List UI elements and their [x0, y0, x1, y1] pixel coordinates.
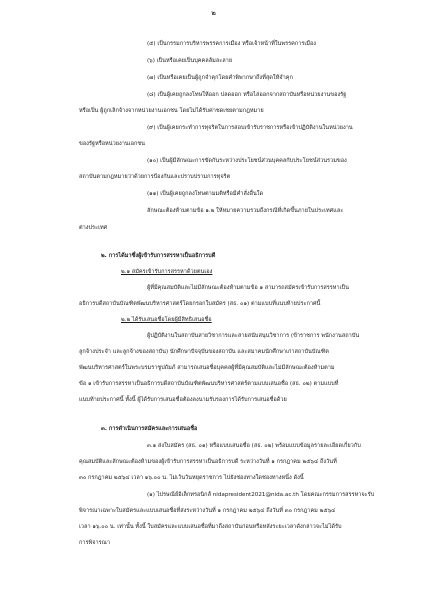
list-item: (๖) เป็นหรือเคยเป็นบุคคลล้มละลาย [147, 58, 233, 64]
subsection-heading: ๒.๒ ได้รับเสนอชื่อโดยผู้มีสิทธิเสนอชื่อ [121, 317, 212, 323]
subsection-heading: ๒.๑ สมัครเข้ารับการสรรหาด้วยตนเอง [121, 269, 213, 275]
list-item: (๘) เป็นผู้เคยถูกลงโทษให้ออก ปลดออก หรือไล่ออกจากสถาบันหรือหน่วยงานของรัฐ [147, 92, 347, 98]
paragraph-line: ๓.๑ ส่งใบสมัคร (สธ. ๐๑) หรือแบบเสนอชื่อ (สธ. ๐๒) พร้อมแบบข้อมูลรายละเอียดเกี่ยวกับ [147, 443, 361, 449]
paragraph-line: (๑) ไปรษณีย์อิเล็กทรอนิกส์ nidapresident2021@nida.ac.th โดยคณะกรรมการสรรหาจะรับ [147, 492, 375, 498]
paragraph-line: พัฒนบริหารศาสตร์ในพระบรมราชูปถัมภ์ สามารถเสนอชื่อบุคคลผู้ที่มีคุณสมบัติและไม่มีลักษณะต้องห้ามตาม [79, 365, 335, 371]
list-item: (๙) เป็นผู้เคยกระทำการทุจริตในการสอบเข้ารับราชการหรือเข้าปฏิบัติงานในหน่วยงาน [147, 125, 353, 131]
section-heading: ๓. การดำเนินการสมัครและการเสนอชื่อ [101, 426, 198, 432]
paragraph-line: การพิจารณา [79, 540, 110, 546]
list-item: (๗) เป็นหรือเคยเป็นผู้ถูกจำคุกโดยคำพิพากษาถึงที่สุดให้จำคุก [147, 75, 293, 81]
list-item: (๑๐) เป็นผู้มีลักษณะการขัดกันระหว่างประโยชน์ส่วนบุคคลกับประโยชน์ส่วนรวมของ [147, 158, 347, 164]
paragraph-line: เวลา ๑๖.๐๐ น. เท่านั้น ทั้งนี้ ใบสมัครและแบบเสนอชื่อที่มาถึงสถาบันก่อนหรือหลังระยะเวลาดังกล่าวจะไม่ได้รับ [79, 524, 342, 530]
paragraph-line: ต่างประเทศ [79, 225, 108, 231]
section-heading: ๒. การได้มาซึ่งผู้เข้ารับการสรรหาเป็นอธิการบดี [101, 253, 216, 259]
list-item: (๕) เป็นกรรมการบริหารพรรคการเมือง หรือเจ้าหน้าที่ในพรรคการเมือง [147, 41, 317, 47]
list-item: (๑๑) เป็นผู้เคยถูกลงโทษตามมติหรือมีคำสั่งอื่นใด [147, 191, 264, 197]
list-item-continuation: ของรัฐหรือหน่วยงานเอกชน [79, 141, 145, 147]
paragraph-line: ลักษณะต้องห้ามตามข้อ ๑.๒ ให้หมายความรวมถึงกรณีที่เกิดขึ้นภายในประเทศและ [147, 208, 344, 214]
paragraph-line: คุณสมบัติและลักษณะต้องห้ามของผู้เข้ารับการสรรหาเป็นอธิการบดี ระหว่างวันที่ ๑ กรกฎาคม ๒๕๖๔ ถึงวันที่ [79, 459, 337, 465]
paragraph-line: ๓๐ กรกฎาคม ๒๕๖๔ เวลา ๑๖.๐๐ น. ไม่เว้นวันหยุดราชการ ไปยังช่องทางใดช่องทางหนึ่ง ดังนี้ [79, 475, 304, 481]
paragraph-line: พิจารณาเฉพาะใบสมัครและแบบเสนอชื่อที่ส่งระหว่างวันที่ ๑ กรกฎาคม ๒๕๖๔ ถึงวันที่ ๓๐ กรกฎาคม ๒๕๖๔ [79, 508, 336, 514]
paragraph-line: อธิการบดีสถาบันบัณฑิตพัฒนบริหารศาสตร์โดยกรอกใบสมัคร (สธ. ๐๑) ตามแบบที่แนบท้ายประกาศนี้ [79, 301, 321, 307]
list-item-continuation: สถาบันตามกฎหมายว่าด้วยการป้องกันและปราบปรามการทุจริต [79, 174, 231, 180]
paragraph-line: ผู้ที่มีคุณสมบัติและไม่มีลักษณะต้องห้ามตามข้อ ๑ สามารถสมัครเข้ารับการสรรหาเป็น [147, 285, 349, 291]
list-item-continuation: หรือเป็น ผู้ถูกเลิกจ้างจากหน่วยงานเอกชน โดยไม่ได้รับค่าชดเชยตามกฎหมาย [79, 108, 264, 114]
paragraph-line: ผู้ปฏิบัติงานในสถาบันสายวิชาการและสายสนับสนุนวิชาการ (ข้าราชการ พนักงานสถาบัน [147, 333, 360, 339]
page-number: ๒ [211, 9, 216, 17]
paragraph-line: ลูกจ้างประจำ และลูกจ้างของสถาบัน) นักศึกษาปัจจุบันของสถาบัน และสมาคมนักศึกษาเก่าสถาบันบัณฑิต [79, 349, 329, 355]
paragraph-line: ข้อ ๑ เข้ารับการสรรหาเป็นอธิการบดีสถาบันบัณฑิตพัฒนบริหารศาสตร์ตามแบบเสนอชื่อ (สธ. ๐๒) ตามแบบที่ [79, 381, 339, 387]
paragraph-line: แนบท้ายประกาศนี้ ทั้งนี้ ผู้ได้รับการเสนอชื่อต้องลงนามรับรองการได้รับการเสนอชื่อด้วย [79, 397, 287, 403]
